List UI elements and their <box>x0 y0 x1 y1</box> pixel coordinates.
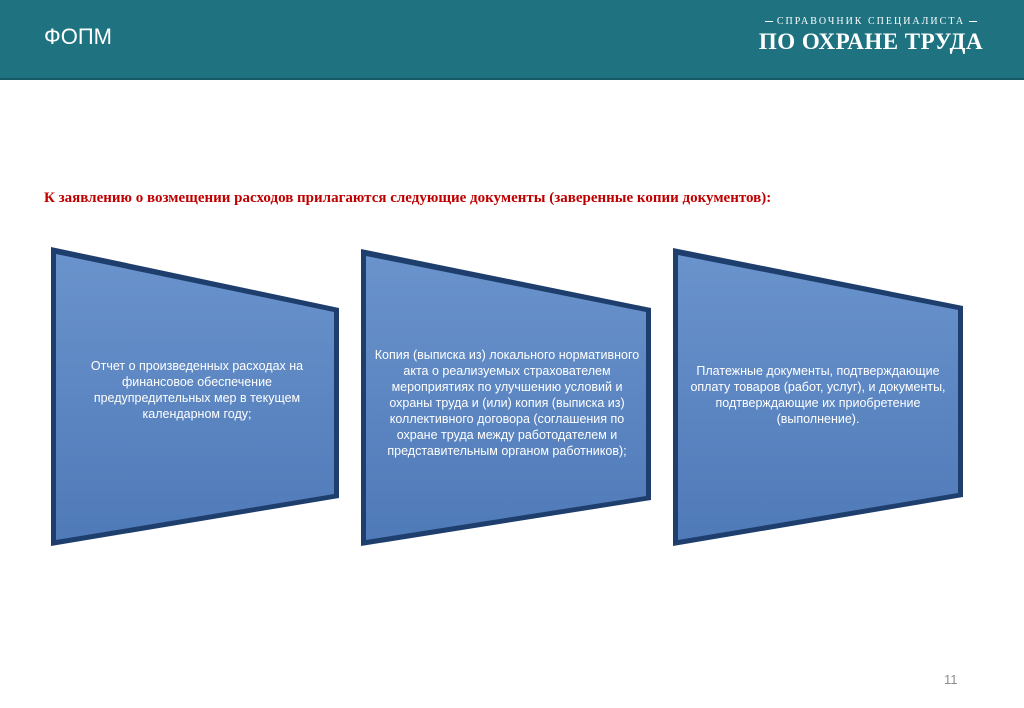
section-heading: К заявлению о возмещении расходов прилагаются следующие документы (заверенные копии документов): <box>44 190 772 206</box>
brand-subtitle: СПРАВОЧНИК СПЕЦИАЛИСТА <box>776 16 966 27</box>
card-1-text: Отчет о произведенных расходах на финансовое обеспечение предупредительных мер в текущем календарном году; <box>90 359 304 421</box>
header-title: ФОПМ <box>44 24 112 49</box>
page-number: 11 <box>944 672 958 687</box>
brand-title: ПО ОХРАНЕ ТРУДА <box>758 29 984 54</box>
card-3-text: Платежные документы, подтверждающие оплату товаров (работ, услуг), и документы, подтверждающие их приобретение (выполнение). <box>690 364 946 426</box>
card-2-text: Копия (выписка из) локального нормативного акта о реализуемых страхователем мероприятиях по улучшению условий и охраны труда и (или) копия (выписка из) коллективного договора (соглашения по охране труда между работодателем и представительным органом работников); <box>374 347 640 458</box>
